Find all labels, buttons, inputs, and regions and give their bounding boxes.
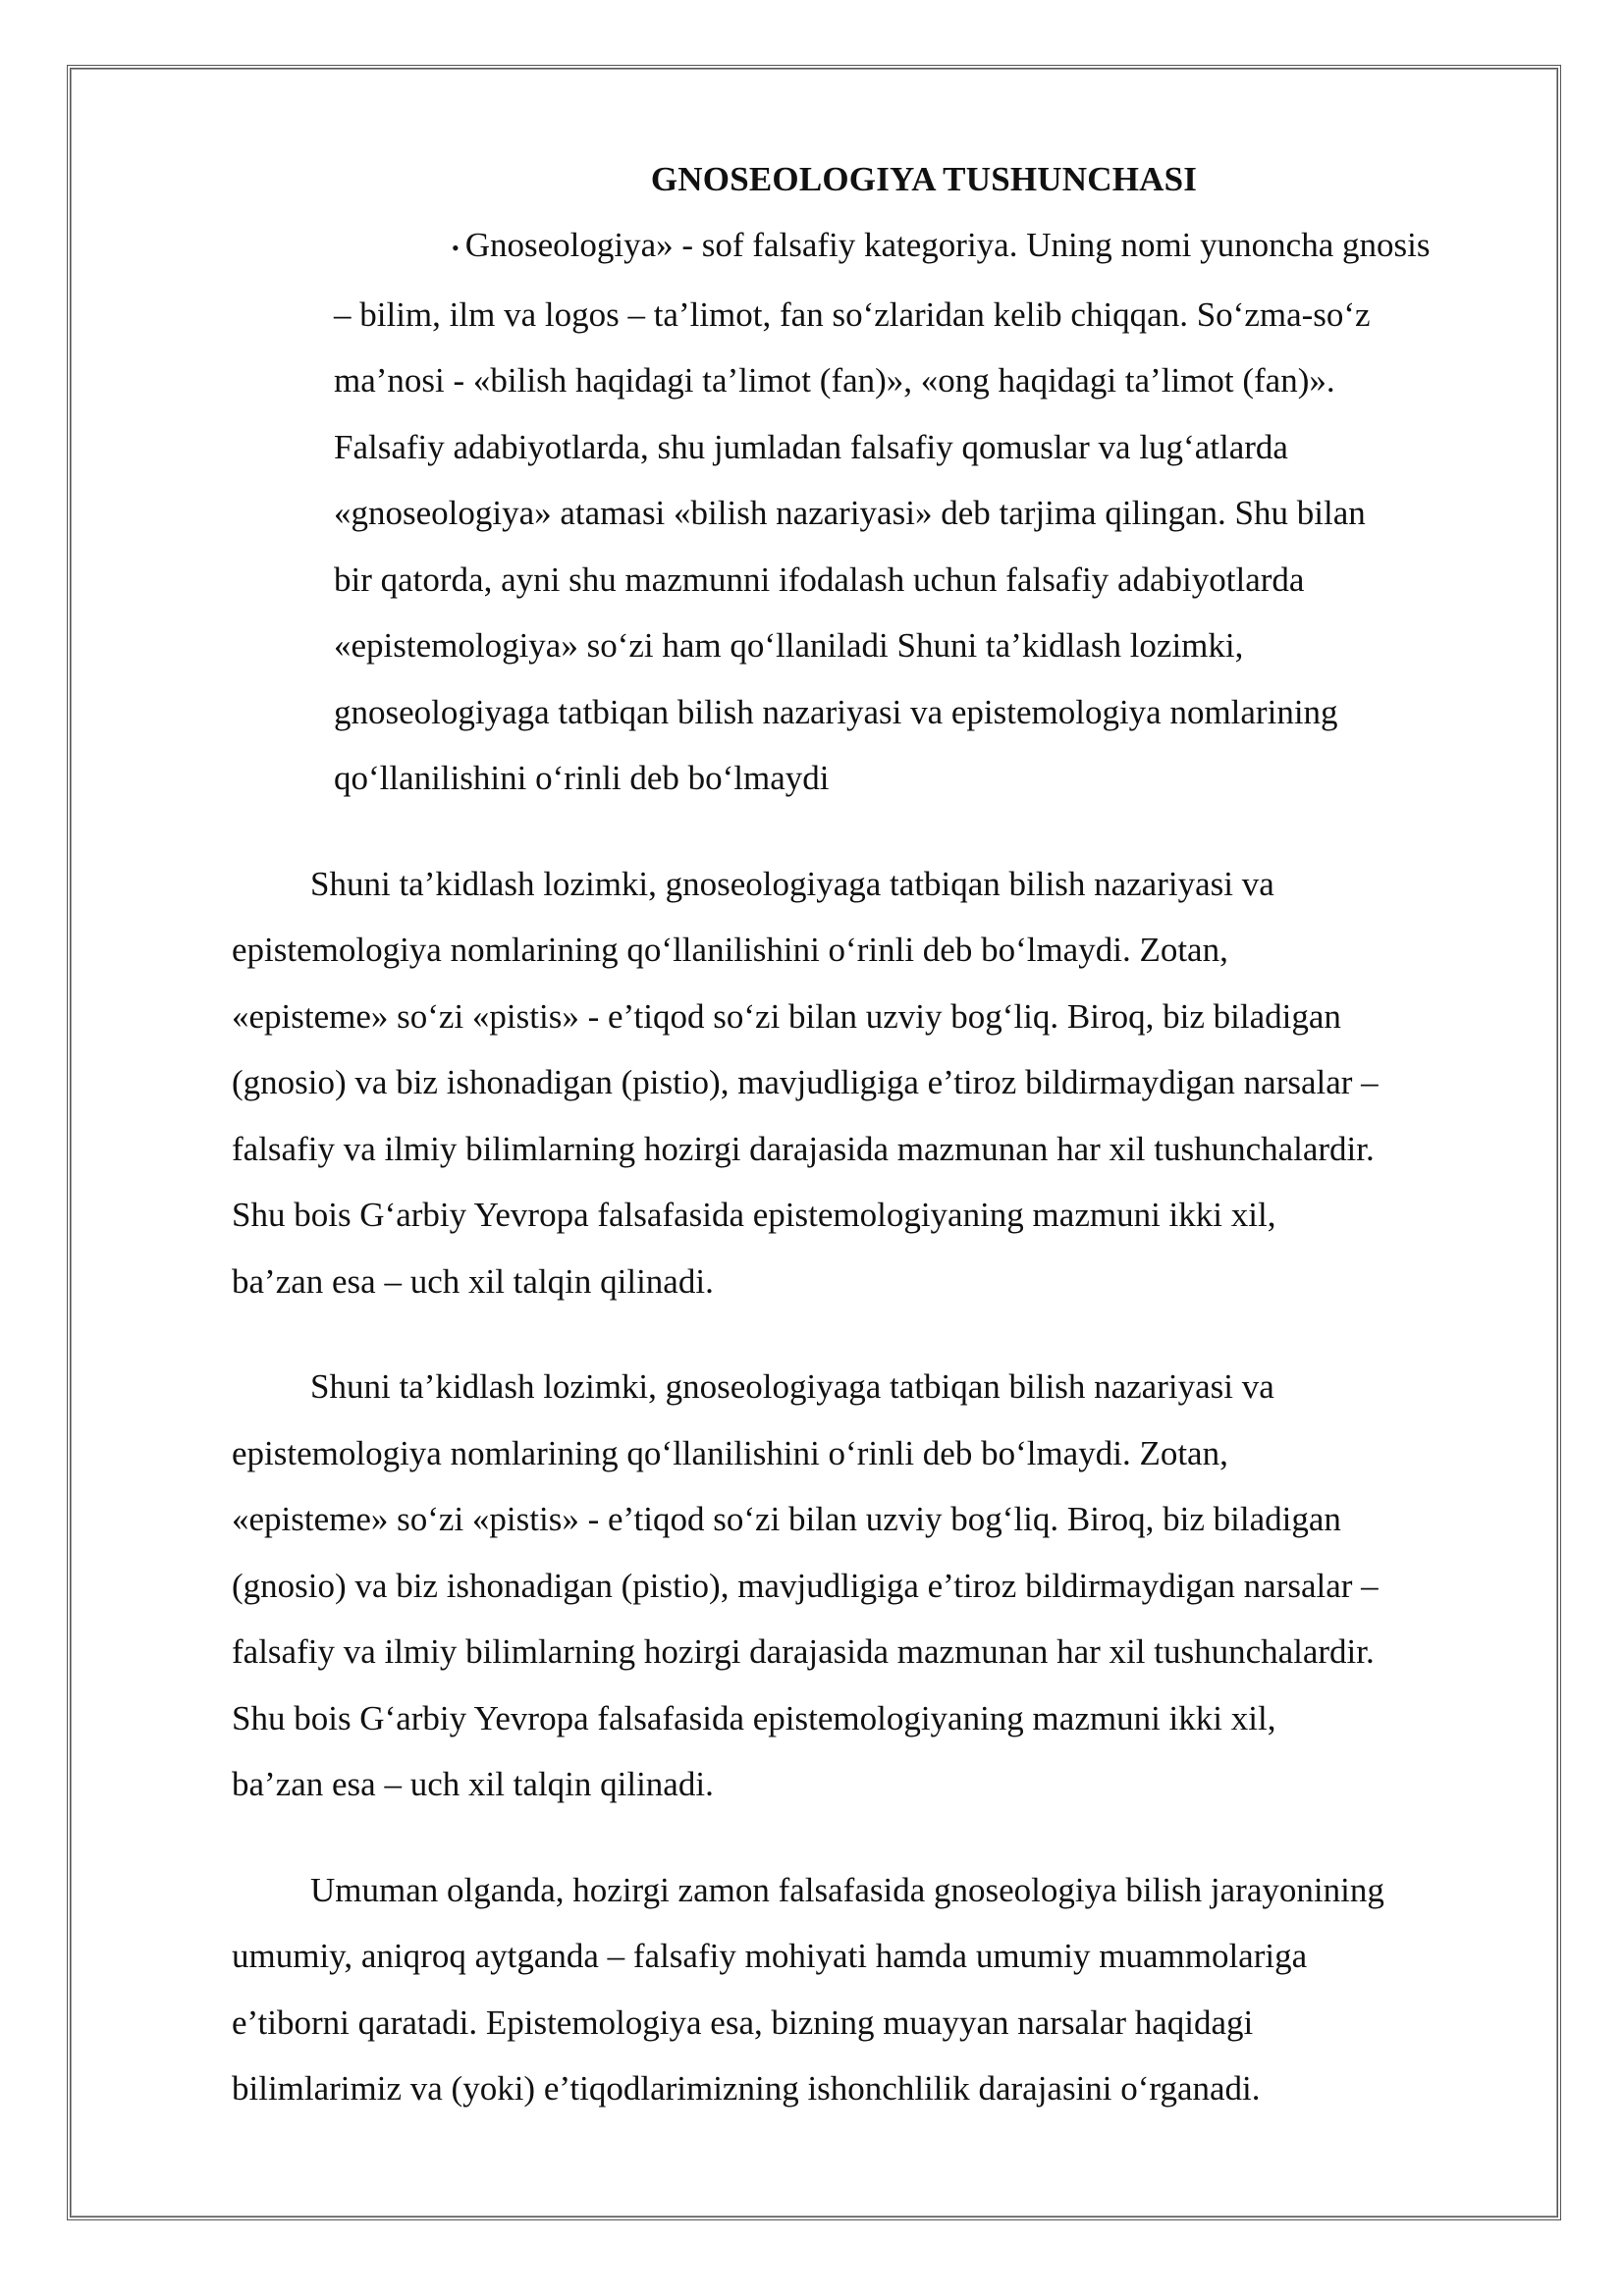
intro-line: «gnoseologiya» atamasi «bilish nazariyasi» deb tarjima qilingan. Shu bilan <box>334 494 1366 533</box>
paragraph-line: Shuni ta’kidlash lozimki, gnoseologiyaga tatbiqan bilish nazariyasi va <box>310 1367 1274 1407</box>
paragraph-line: ba’zan esa – uch xil talqin qilinadi. <box>232 1765 714 1804</box>
paragraph-line: «episteme» so‘zi «pistis» - e’tiqod so‘zi bilan uzviy bog‘liq. Biroq, biz biladigan <box>232 996 1341 1036</box>
intro-line: gnoseologiyaga tatbiqan bilish nazariyasi va epistemologiya nomlarining <box>334 692 1338 731</box>
paragraph-spacer <box>232 812 1508 851</box>
intro-bullet-paragraph <box>232 212 1508 812</box>
paragraph-line: Shuni ta’kidlash lozimki, gnoseologiyaga tatbiqan bilish nazariyasi va <box>310 864 1274 903</box>
paragraph-line: Umuman olganda, hozirgi zamon falsafasida gnoseologiya bilish jarayonining <box>310 1870 1384 1909</box>
intro-line: «epistemologiya» so‘zi ham qo‘llaniladi Shuni ta’kidlash lozimki, <box>334 626 1244 666</box>
paragraph-spacer <box>232 1818 1508 1857</box>
paragraph-line: falsafiy va ilmiy bilimlarning hozirgi darajasida mazmunan har xil tushunchalardir. <box>232 1632 1375 1672</box>
intro-line: ma’nosi - «bilish haqidagi ta’limot (fan)», «ong haqidagi ta’limot (fan)». <box>334 361 1335 400</box>
paragraph-line: falsafiy va ilmiy bilimlarning hozirgi darajasida mazmunan har xil tushunchalardir. <box>232 1129 1375 1168</box>
paragraph-line: (gnosio) va biz ishonadigan (pistio), mavjudligiga e’tiroz bildirmaydigan narsalar – <box>232 1566 1379 1605</box>
intro-line <box>334 212 1508 282</box>
intro-line-text: Gnoseologiya» - sof falsafiy kategoriya. Uning nomi yunoncha gnosis <box>464 226 1431 264</box>
paragraph-line: umumiy, aniqroq aytganda – falsafiy mohiyati hamda umumiy muammolariga <box>232 1937 1308 1976</box>
bullet-icon: • <box>452 236 460 261</box>
intro-line: bir qatorda, ayni shu mazmunni ifodalash uchun falsafiy adabiyotlarda <box>334 560 1305 599</box>
paragraph-line: ba’zan esa – uch xil talqin qilinadi. <box>232 1261 714 1301</box>
paragraph-spacer <box>232 1314 1508 1354</box>
document-body <box>232 147 1508 2122</box>
body-paragraph-2 <box>232 1354 1508 1818</box>
intro-line: qo‘llanilishini o‘rinli deb bo‘lmaydi <box>334 759 830 798</box>
body-paragraph-3 <box>232 1857 1508 2122</box>
intro-line: Falsafiy adabiyotlarda, shu jumladan falsafiy qomuslar va lug‘atlarda <box>334 427 1288 466</box>
paragraph-line: epistemologiya nomlarining qo‘llanilishini o‘rinli deb bo‘lmaydi. Zotan, <box>232 1433 1228 1472</box>
paragraph-line: bilimlarimiz va (yoki) e’tiqodlarimizning ishonchlilik darajasini o‘rganadi. <box>232 2069 1261 2109</box>
paragraph-line: e’tiborni qaratadi. Epistemologiya esa, bizning muayyan narsalar haqidagi <box>232 2002 1254 2042</box>
paragraph-line: Shu bois G‘arbiy Yevropa falsafasida epistemologiyaning mazmuni ikki xil, <box>232 1698 1276 1737</box>
paragraph-line: Shu bois G‘arbiy Yevropa falsafasida epistemologiyaning mazmuni ikki xil, <box>232 1196 1276 1235</box>
intro-line: – bilim, ilm va logos – ta’limot, fan so‘zlaridan kelib chiqqan. So‘zma-so‘z <box>334 294 1371 334</box>
paragraph-line: epistemologiya nomlarining qo‘llanilishini o‘rinli deb bo‘lmaydi. Zotan, <box>232 931 1228 970</box>
body-paragraph-1 <box>232 851 1508 1315</box>
paragraph-line: (gnosio) va biz ishonadigan (pistio), mavjudligiga e’tiroz bildirmaydigan narsalar – <box>232 1063 1379 1102</box>
document-title: GNOSEOLOGIYA TUSHUNCHASI <box>650 160 1198 198</box>
paragraph-line: «episteme» so‘zi «pistis» - e’tiqod so‘zi bilan uzviy bog‘liq. Biroq, biz biladigan <box>232 1500 1341 1539</box>
